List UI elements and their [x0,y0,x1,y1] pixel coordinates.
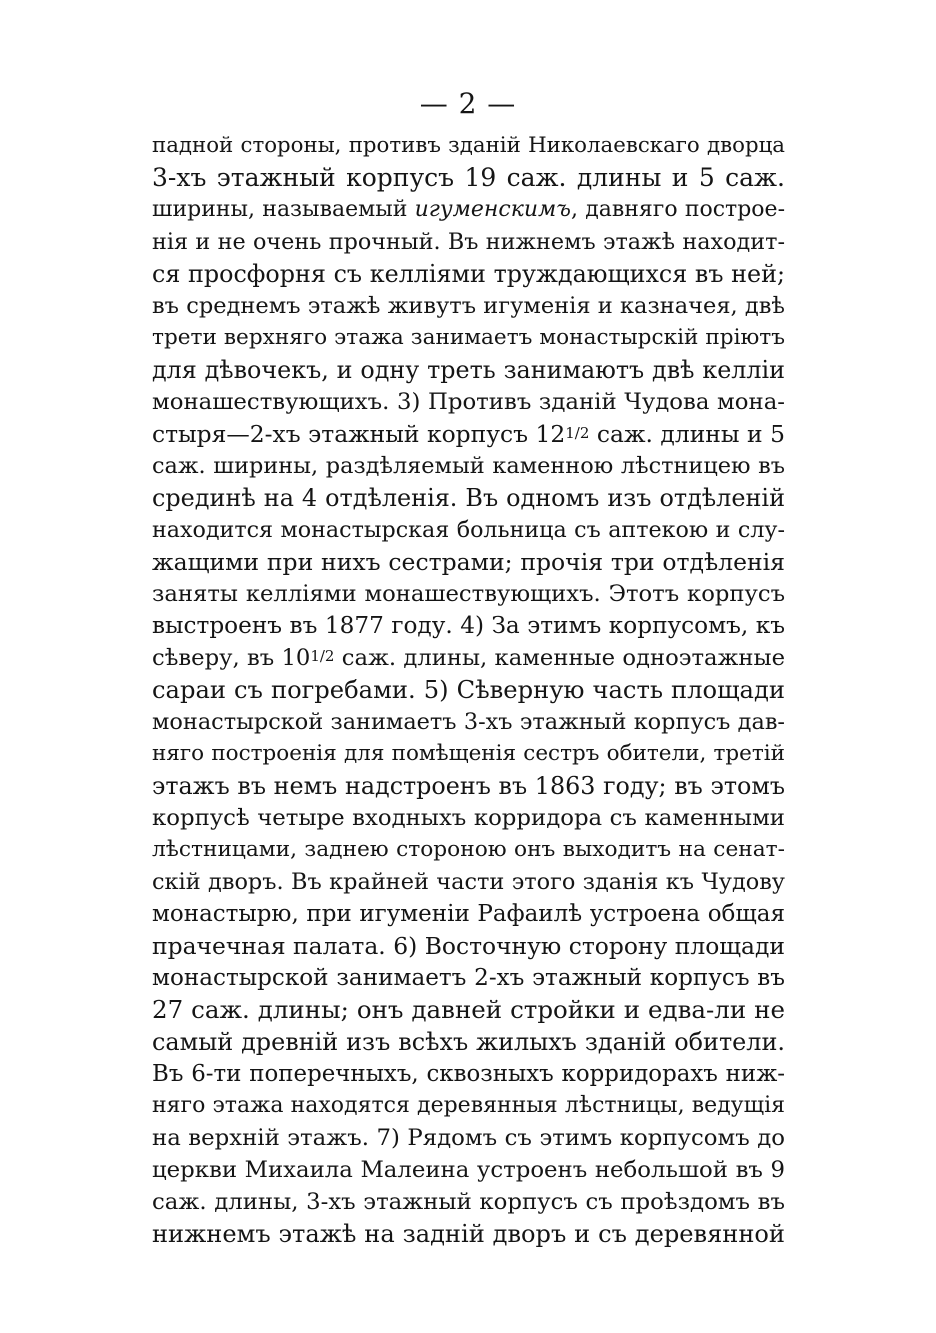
text-line: прачечная палата. 6) Восточную сторону площади [152,932,785,960]
text-line: ся просфорня съ келліями труждающихся въ ней; [152,260,785,288]
text-line: падной стороны, противъ зданій Николаевскаго дворца [152,133,785,158]
text-line: на верхній этажъ. 7) Рядомъ съ этимъ корпусомъ до [152,1125,785,1151]
text-line: Въ 6-ти поперечныхъ, сквозныхъ корридорахъ ниж- [152,1061,785,1087]
text-line: нія и не очень прочный. Въ нижнемъ этажѣ находит- [152,229,785,255]
italic-term: игуменскимъ [414,197,571,222]
text-line: 3-хъ этажный корпусъ 19 саж. длины и 5 саж. [152,163,785,192]
text-line: трети верхняго этажа занимаетъ монастырскій пріютъ [152,325,785,350]
text-line: сѣверу, въ 101/2 саж. длины, каменные одноэтажные [152,645,785,671]
text-line: саж. длины, 3-хъ этажный корпусъ съ проѣздомъ въ [152,1189,785,1215]
text-line: 27 саж. длины; онъ давней стройки и едва-ли не [152,995,785,1024]
text-line: срединѣ на 4 отдѣленія. Въ одномъ изъ отдѣленій [152,484,785,512]
text-line: самый древній изъ всѣхъ жилыхъ зданій обители. [152,1028,785,1056]
text-line: монашествующихъ. 3) Противъ зданій Чудова мона- [152,389,785,415]
fraction: 1/2 [565,424,590,442]
text-line: въ среднемъ этажѣ живутъ игуменія и казначея, двѣ [152,293,785,319]
text-line: нижнемъ этажѣ на задній дворъ и съ деревянной [152,1220,785,1248]
text-line: ширины, называемый игуменскимъ, давняго построе- [152,197,785,222]
text-line: для дѣвочекъ, и одну треть занимаютъ двѣ келліи [152,356,785,384]
text-line: корпусѣ четыре входныхъ корридора съ каменными [152,805,785,831]
text-line: этажъ въ немъ надстроенъ въ 1863 году; въ этомъ [152,772,785,800]
text-line: выстроенъ въ 1877 году. 4) За этимъ корпусомъ, къ [152,612,785,639]
text-line: скій дворъ. Въ крайней части этого зданія къ Чудову [152,869,785,895]
text-line: няго этажа находятся деревянныя лѣстницы, ведущія [152,1093,785,1118]
text-line: монастырской занимаетъ 2-хъ этажный корпусъ въ [152,965,785,991]
text-line: монастырю, при игуменіи Рафаилѣ устроена общая [152,901,785,927]
text-line: стыря—2-хъ этажный корпусъ 121/2 саж. длины и 5 [152,420,785,448]
page-number: — 2 — [419,87,517,120]
text-line: церкви Михаила Малеина устроенъ небольшой въ 9 [152,1157,785,1183]
text-line: саж. ширины, раздѣляемый каменною лѣстницею въ [152,453,785,479]
text-line: лѣстницами, заднею стороною онъ выходитъ на сенат- [152,837,785,862]
text-line: находится монастырская больница съ аптекою и слу- [152,517,785,543]
text-line: монастырской занимаетъ 3-хъ этажный корпусъ дав- [152,709,785,735]
text-line: няго построенія для помѣщенія сестръ обители, третій [152,741,785,766]
text-line: жащими при нихъ сестрами; прочія три отдѣленія [152,548,785,576]
body-text [152,130,785,1250]
text-line: заняты келліями монашествующихъ. Этотъ корпусъ [152,581,785,607]
text-line: сараи съ погребами. 5) Сѣверную часть площади [152,676,785,704]
fraction: 1/2 [310,647,335,665]
